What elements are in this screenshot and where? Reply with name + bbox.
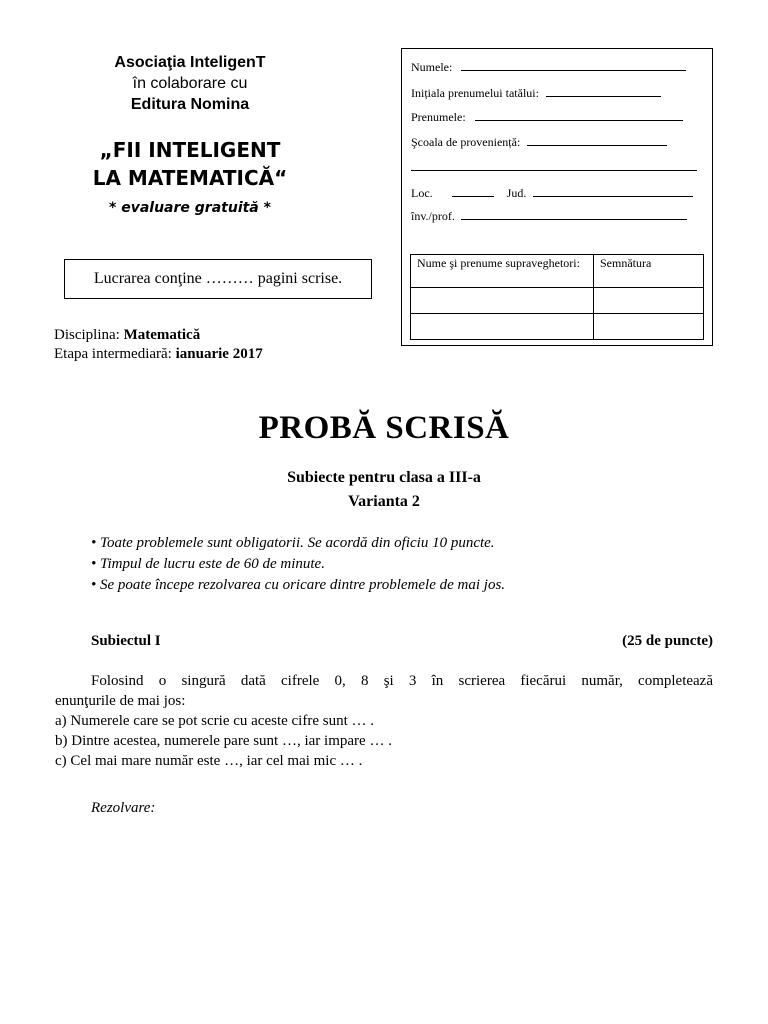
stage-value: ianuarie 2017 bbox=[175, 346, 263, 362]
competition-title-line2: LA MATEMATICĂ“ bbox=[92, 166, 288, 190]
teacher-field-line[interactable] bbox=[461, 209, 687, 220]
problem-statement bbox=[55, 671, 713, 771]
supervisor-signature-cell[interactable] bbox=[594, 288, 704, 314]
resolution-label: Rezolvare: bbox=[91, 800, 156, 816]
firstname-field-line[interactable] bbox=[475, 110, 683, 121]
subject-label: Subiectul I bbox=[91, 633, 161, 649]
instructions-list bbox=[91, 533, 505, 596]
county-label: Jud. bbox=[506, 186, 527, 200]
competition-title-line1: „FII INTELIGENT bbox=[99, 138, 281, 162]
table-row bbox=[411, 288, 704, 314]
item-c: c) Cel mai mare număr este …, iar cel mai mic … . bbox=[55, 753, 363, 769]
school-extra-field-line[interactable] bbox=[411, 160, 697, 171]
table-row bbox=[411, 314, 704, 340]
locality-label: Loc. bbox=[411, 186, 433, 200]
locality-field-line[interactable] bbox=[452, 186, 494, 197]
item-b: b) Dintre acestea, numerele pare sunt …, iar impare … . bbox=[55, 733, 392, 749]
school-extra-row[interactable] bbox=[411, 160, 697, 174]
father-initial-row[interactable] bbox=[411, 86, 661, 100]
teacher-label: înv./prof. bbox=[411, 209, 455, 223]
item-a: a) Numerele care se pot scrie cu aceste cifre sunt … . bbox=[55, 713, 375, 729]
exam-variant: Varianta 2 bbox=[348, 493, 420, 510]
stage-label: Etapa intermediară: bbox=[54, 346, 172, 362]
publisher-name: Editura Nomina bbox=[130, 96, 250, 113]
discipline-value: Matematică bbox=[123, 327, 201, 343]
firstname-label: Prenumele: bbox=[411, 110, 466, 124]
exam-title: PROBĂ SCRISĂ bbox=[258, 410, 510, 446]
table-header-row bbox=[411, 255, 704, 288]
name-field-line[interactable] bbox=[461, 60, 686, 71]
collaboration-text: în colaborare cu bbox=[132, 75, 248, 92]
supervisors-table bbox=[410, 254, 704, 340]
name-label: Numele: bbox=[411, 60, 453, 74]
pages-count-text: Lucrarea conţine ……… pagini scrise. bbox=[93, 270, 343, 287]
supervisor-signature-cell[interactable] bbox=[594, 314, 704, 340]
school-row[interactable] bbox=[411, 135, 667, 149]
school-label: Şcoala de proveniență: bbox=[411, 135, 521, 149]
subject-points: (25 de puncte) bbox=[622, 633, 713, 649]
discipline-line bbox=[54, 326, 200, 345]
pages-count-box bbox=[64, 259, 372, 299]
exam-subtitle: Subiecte pentru clasa a III-a bbox=[287, 469, 481, 486]
locality-row[interactable] bbox=[411, 186, 693, 200]
firstname-row[interactable] bbox=[411, 110, 683, 124]
signature-header: Semnătura bbox=[594, 255, 704, 288]
competition-tagline: * evaluare gratuită * bbox=[109, 200, 271, 216]
father-initial-label: Inițiala prenumelui tatălui: bbox=[411, 86, 539, 100]
school-field-line[interactable] bbox=[527, 135, 667, 146]
instruction-item: • Se poate începe rezolvarea cu oricare dintre problemele de mai jos. bbox=[91, 577, 506, 593]
instruction-item: • Timpul de lucru este de 60 de minute. bbox=[91, 556, 325, 572]
father-initial-field-line[interactable] bbox=[546, 86, 661, 97]
stage-line bbox=[54, 345, 263, 364]
supervisor-name-cell[interactable] bbox=[411, 314, 594, 340]
supervisor-name-cell[interactable] bbox=[411, 288, 594, 314]
supervisors-header: Nume şi prenume supraveghetori: bbox=[411, 255, 594, 288]
county-field-line[interactable] bbox=[533, 186, 693, 197]
organization-name: Asociaţia InteligenT bbox=[114, 54, 266, 71]
discipline-label: Disciplina: bbox=[54, 327, 120, 343]
statement-line-2: enunţurile de mai jos: bbox=[55, 693, 186, 709]
statement-line-1: Folosind o singură dată cifrele 0, 8 şi 3 în scrierea fiecărui număr, completează bbox=[91, 673, 713, 689]
student-identification-box bbox=[401, 48, 713, 346]
teacher-row[interactable] bbox=[411, 209, 687, 223]
instruction-item: • Toate problemele sunt obligatorii. Se acordă din oficiu 10 puncte. bbox=[91, 535, 495, 551]
name-row[interactable] bbox=[411, 60, 686, 74]
